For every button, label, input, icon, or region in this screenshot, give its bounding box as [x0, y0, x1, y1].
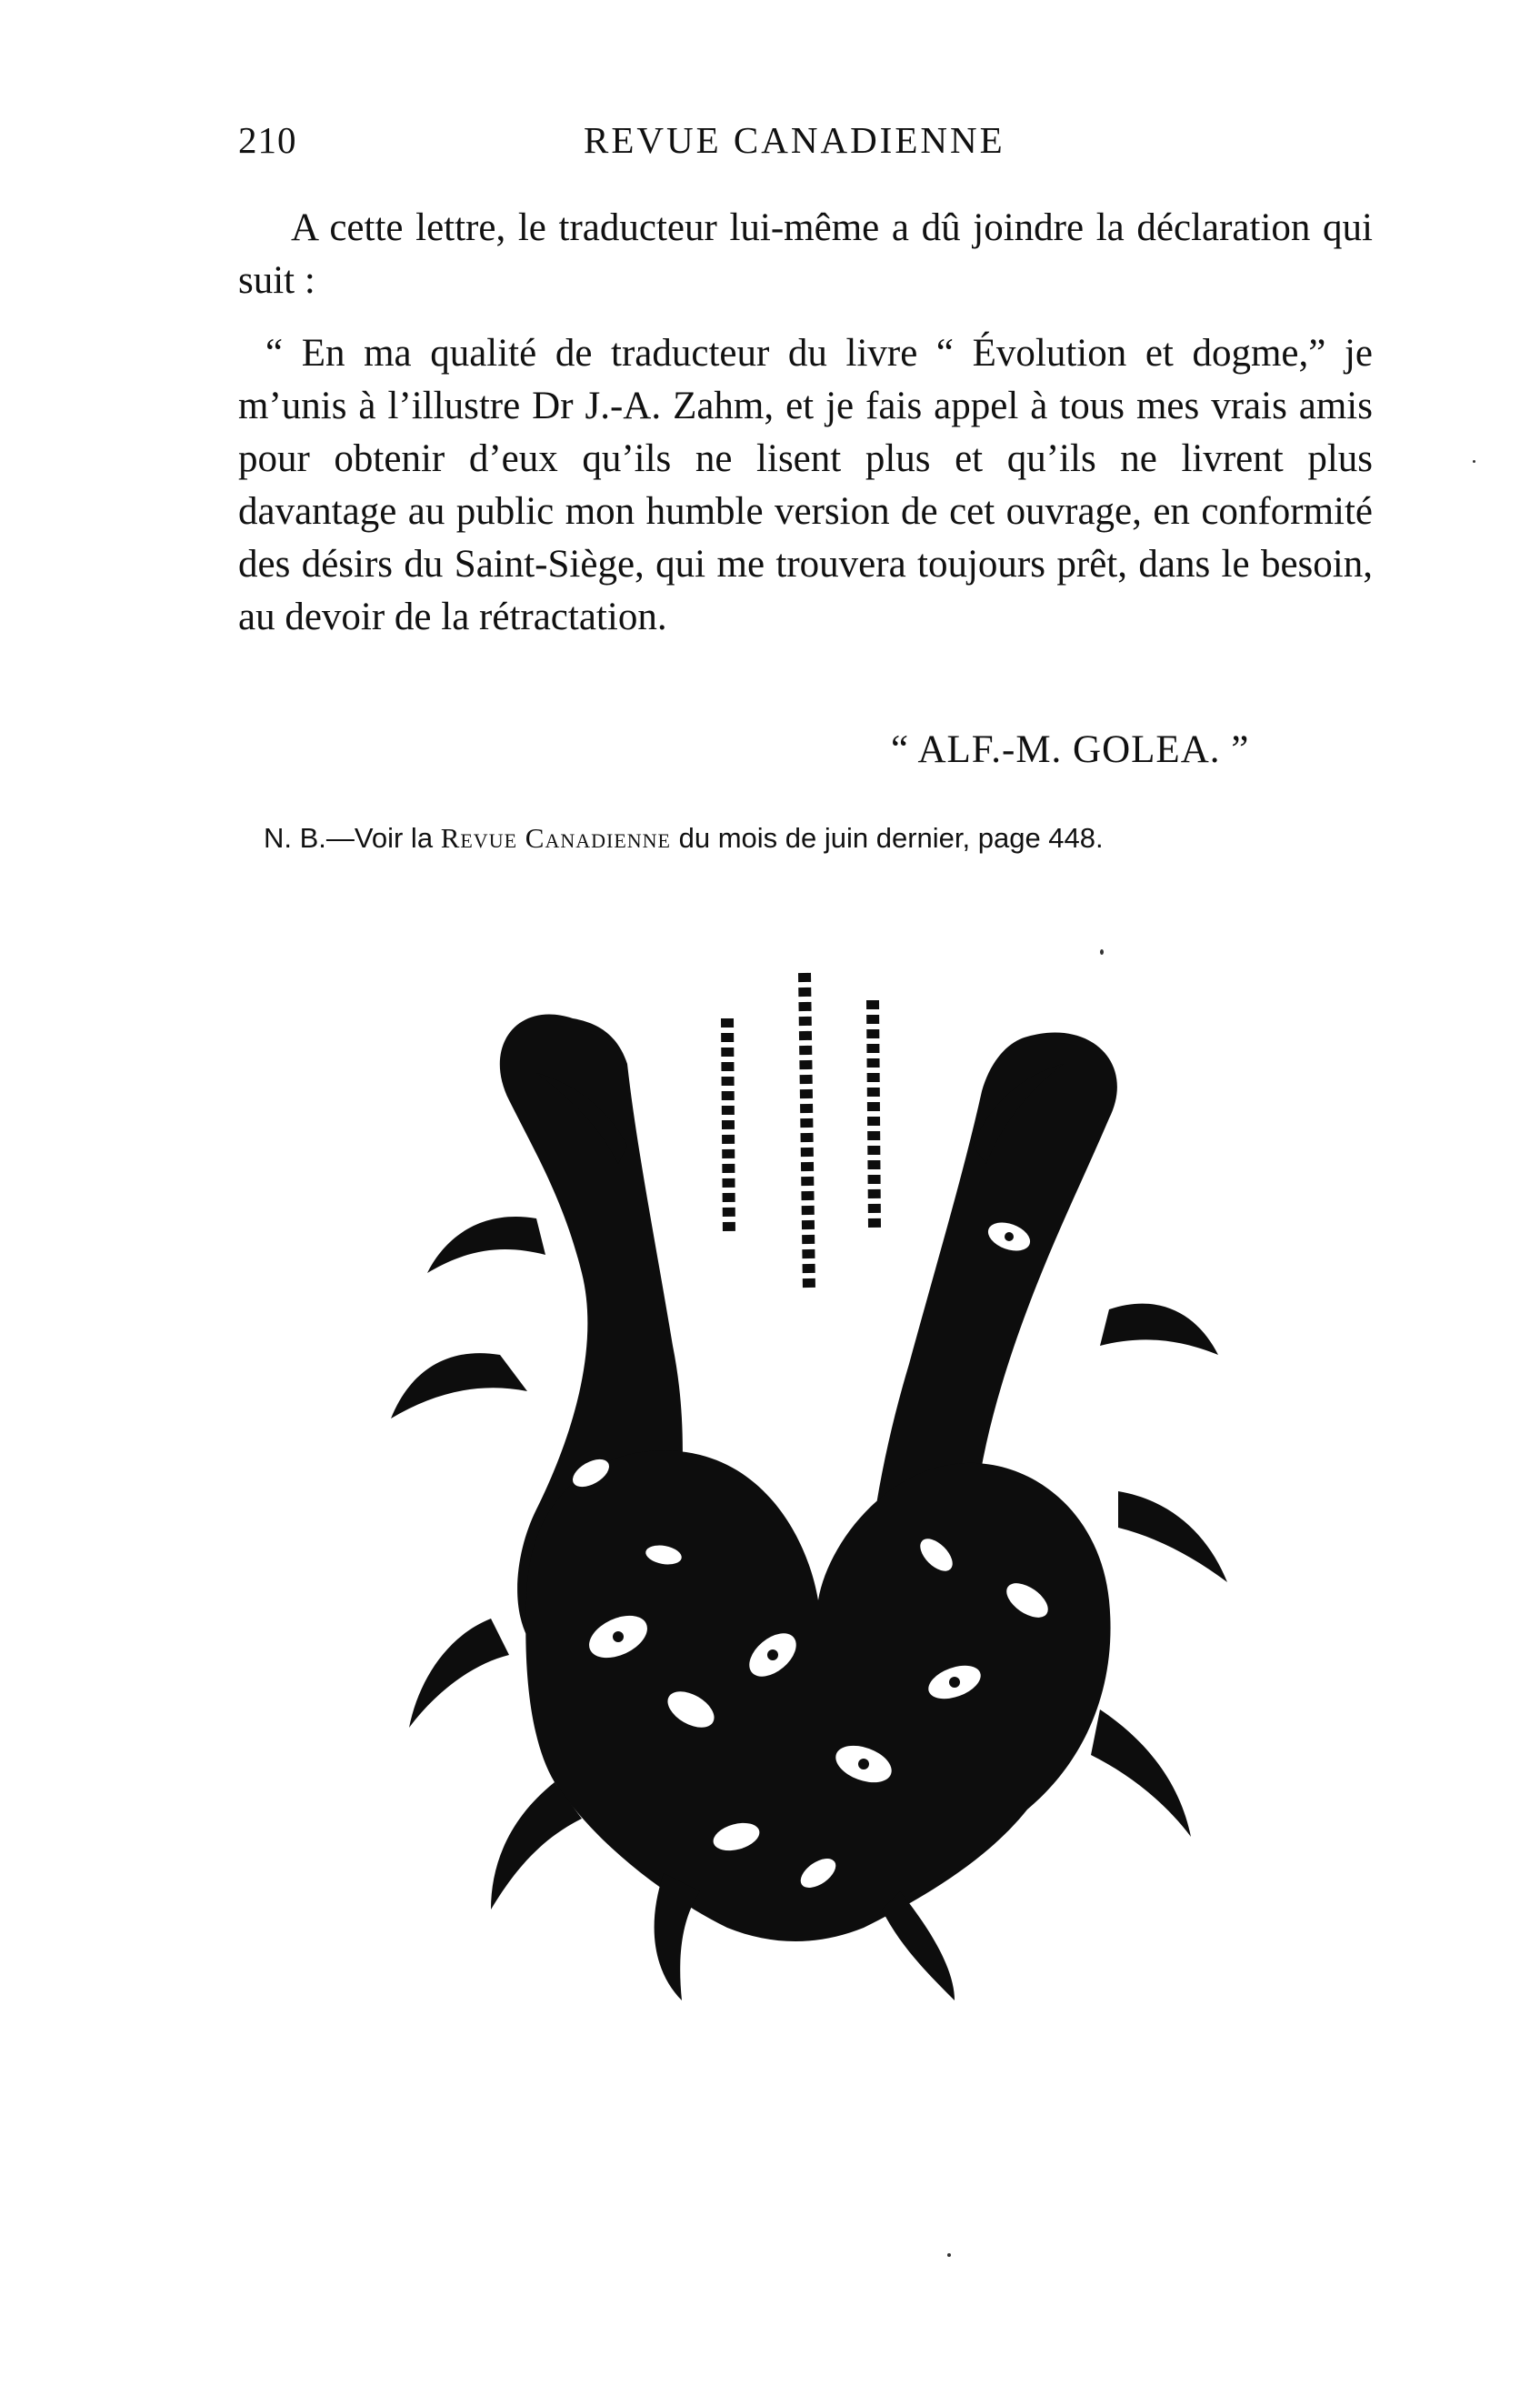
footnote [264, 822, 1104, 855]
scan-speck [1473, 460, 1475, 463]
footnote-journal: Revue Canadienne [440, 822, 671, 854]
page-number: 210 [238, 119, 297, 161]
footnote-prefix: N. B.—Voir la [264, 822, 441, 854]
signature: “ ALF.-M. GOLEA. ” [891, 728, 1250, 771]
scan-speck [1100, 949, 1104, 955]
paragraph-intro: A cette lettre, le traducteur lui-même a dû joindre la déclaration qui suit : [238, 206, 1373, 302]
running-title: REVUE CANADIENNE [584, 119, 1005, 161]
paragraph-declaration: “ En ma qualité de traducteur du livre “ Évolution et dogme,” je m’unis à l’illustre Dr J.-A. Zahm, et je fais appel à tous mes vrais amis pour obtenir d’eux qu’ils ne lisent plus et qu’ils ne livrent plus davantage au public mon humble version de cet ouvrage, en conformité des désirs du Saint-Siège, qui me trouvera toujours prêt, dans le besoin, au devoir de la rétractation. [238, 332, 1373, 638]
floral-arrangement-icon [391, 964, 1245, 2000]
page-header [238, 118, 1375, 173]
footnote-suffix: du mois de juin dernier, page 448. [670, 822, 1104, 854]
scan-speck [947, 2253, 951, 2257]
